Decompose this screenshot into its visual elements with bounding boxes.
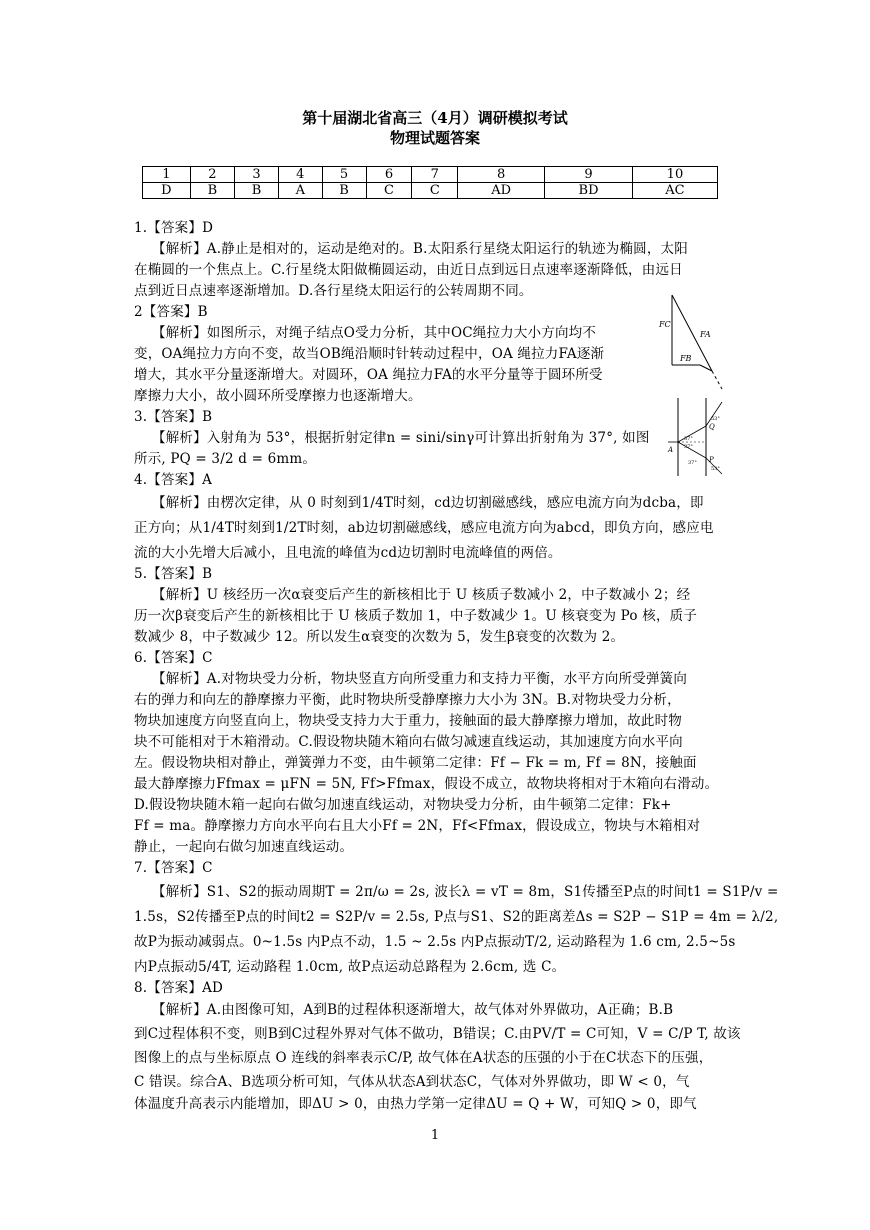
answer-value: A xyxy=(279,183,322,199)
q6-explanation: 静止，一起向右做匀加速直线运动。 xyxy=(134,839,354,855)
q6-explanation: 最大静摩擦力Ffmax = μFN = 5N, Ff>Ffmax，假设不成立，故物块将相对于木箱向右滑动。 xyxy=(134,776,719,792)
q6-explanation: 左。假设物块相对静止，弹簧弹力不变，由牛顿第二定律：Ff − Fk = m, Ff = 8N，接触面 xyxy=(134,755,697,771)
answer-number: 5 xyxy=(322,167,366,183)
q1-explanation: 点到近日点速率逐渐增加。D.各行星绕太阳运行的公转周期不同。 xyxy=(134,283,533,299)
point-q-label: Q xyxy=(709,423,715,431)
q6-explanation: 物块加速度方向竖直向上，物块受支持力大于重力，接触面的最大静摩擦力增加，故此时物 xyxy=(134,713,682,729)
fc-label: FC xyxy=(659,320,671,329)
answer-value: B xyxy=(322,183,366,199)
answer-number: 4 xyxy=(279,167,322,183)
q2-explanation: 【解析】如图所示，对绳子结点O受力分析，其中OC绳拉力大小方向均不 xyxy=(152,325,597,341)
q4-explanation: 流的大小先增大后减小，且电流的峰值为cd边切割时电流峰值的两倍。 xyxy=(134,545,562,561)
page-number: 1 xyxy=(430,1128,440,1143)
answer-number: 10 xyxy=(632,167,717,183)
angle-label: 37° xyxy=(684,436,693,442)
answer-value: AD xyxy=(458,183,545,199)
q5-explanation: 数减少 8，中子数减少 12。所以发生α衰变的次数为 5，发生β衰变的次数为 2。 xyxy=(134,629,625,645)
answer-number: 8 xyxy=(458,167,545,183)
answer-number: 6 xyxy=(366,167,412,183)
point-p-label: P xyxy=(709,456,714,464)
refraction-diagram xyxy=(660,398,740,478)
answer-number: 9 xyxy=(545,167,633,183)
answer-value: C xyxy=(412,183,458,199)
q8-explanation: 图像上的点与坐标原点 O 连线的斜率表示C/P, 故气体在A状态的压强的小于在C状态下的压强， xyxy=(134,1050,713,1066)
q2-explanation: 变，OA绳拉力方向不变，故当OB绳沿顺时针转动过程中，OA 绳拉力FA逐渐 xyxy=(134,346,605,362)
answer-table-answer-row xyxy=(143,183,718,199)
answer-number: 1 xyxy=(143,167,191,183)
q7-answer: 7.【答案】C xyxy=(134,860,213,876)
q8-explanation: C 错误。综合A、B选项分析可知，气体从状态A到状态C，气体对外界做功，即 W < 0，气 xyxy=(134,1074,690,1090)
angle-label: 53° xyxy=(711,466,720,472)
q5-explanation: 【解析】U 核经历一次α衰变后产生的新核相比于 U 核质子数减小 2，中子数减小 2；经 xyxy=(152,587,691,603)
q7-explanation: 内P点振动5/4T, 运动路程 1.0cm, 故P点运动总路程为 2.6cm, 选 C。 xyxy=(134,959,566,975)
q1-explanation: 【解析】A.静止是相对的，运动是绝对的。B.太阳系行星绕太阳运行的轨迹为椭圆，太阳 xyxy=(152,241,688,257)
q3-explanation: 【解析】入射角为 53°，根据折射定律n = sini/sinγ可计算出折射角为 37°, 如图 xyxy=(152,430,650,446)
q4-explanation: 正方向；从1/4T时刻到1/2T时刻，ab边切割磁感线，感应电流方向为abcd，即负方向，感应电 xyxy=(134,520,714,536)
q2-answer: 2【答案】B xyxy=(134,304,208,320)
answer-value: B xyxy=(234,183,278,199)
q4-answer: 4.【答案】A xyxy=(134,472,213,488)
force-triangle-diagram xyxy=(650,285,730,395)
answer-number: 3 xyxy=(234,167,278,183)
fb-label: FB xyxy=(680,354,692,363)
answer-value: AC xyxy=(632,183,717,199)
q8-explanation: 【解析】A.由图像可知，A到B的过程体积逐渐增大，故气体对外界做功，A正确；B.B xyxy=(152,1002,674,1018)
q6-explanation: 【解析】A.对物块受力分析，物块竖直方向所受重力和支持力平衡，水平方向所受弹簧向 xyxy=(152,671,688,687)
q6-explanation: 右的弹力和向左的静摩擦力平衡，此时物块所受静摩擦力大小为 3N。B.对物块受力分析， xyxy=(134,692,681,708)
answer-value: BD xyxy=(545,183,633,199)
q2-explanation: 增大，其水平分量逐渐增大。对圆环，OA 绳拉力FA的水平分量等于圆环所受 xyxy=(134,367,603,383)
q8-explanation: 体温度升高表示内能增加，即ΔU > 0，由热力学第一定律ΔU = Q + W，可知Q > 0，即气 xyxy=(134,1096,697,1112)
q8-answer: 8.【答案】AD xyxy=(134,980,224,996)
q5-explanation: 历一次β衰变后产生的新核相比于 U 核质子数加 1，中子数减少 1。U 核衰变为 Po 核，质子 xyxy=(134,608,698,624)
point-a-label: A xyxy=(668,446,674,454)
q5-answer: 5.【答案】B xyxy=(134,566,213,582)
angle-label: 37° xyxy=(684,444,693,450)
answer-number: 2 xyxy=(190,167,234,183)
q1-answer: 1.【答案】D xyxy=(134,220,214,236)
answer-table xyxy=(142,166,718,199)
page-subtitle: 物理试题答案 xyxy=(389,129,480,147)
answer-table-number-row xyxy=(143,167,718,183)
q3-answer: 3.【答案】B xyxy=(134,409,213,425)
q6-answer: 6.【答案】C xyxy=(134,650,213,666)
angle-label: 37° xyxy=(688,460,697,466)
answer-value: B xyxy=(190,183,234,199)
answer-value: C xyxy=(366,183,412,199)
page-title: 第十届湖北省高三（4月）调研模拟考试 xyxy=(302,109,568,127)
q6-explanation: Ff = ma。静摩擦力方向水平向右且大小Ff = 2N，Ff<Ffmax，假设成立，物块与木箱相对 xyxy=(134,818,701,834)
q4-explanation: 【解析】由楞次定律，从 0 时刻到1/4T时刻，cd边切割磁感线，感应电流方向为dcba，即 xyxy=(152,495,704,511)
q2-explanation: 摩擦力大小，故小圆环所受摩擦力也逐渐增大。 xyxy=(134,388,422,404)
q7-explanation: 1.5s，S2传播至P点的时间t2 = S2P/v = 2.5s, P点与S1、S2的距离差Δs = S2P − S1P = 4m = λ/2, xyxy=(134,909,779,925)
answer-number: 7 xyxy=(412,167,458,183)
q8-explanation: 到C过程体积不变，则B到C过程外界对气体不做功，B错误；C.由PV/T = C可知，V = C/P T, 故该 xyxy=(134,1026,741,1042)
q1-explanation: 在椭圆的一个焦点上。C.行星绕太阳做椭圆运动，由近日点到远日点速率逐渐降低，由远日 xyxy=(134,262,683,278)
answer-value: D xyxy=(143,183,191,199)
q6-explanation: D.假设物块随木箱一起向右做匀加速直线运动，对物块受力分析，由牛顿第二定律：Fk+ xyxy=(134,797,672,813)
q7-explanation: 【解析】S1、S2的振动周期T = 2π/ω = 2s, 波长λ = vT = 8m，S1传播至P点的时间t1 = S1P/v = xyxy=(152,884,779,900)
angle-label: 53° xyxy=(711,416,720,422)
q3-explanation: 所示, PQ = 3/2 d = 6mm。 xyxy=(134,451,317,467)
q7-explanation: 故P为振动减弱点。0~1.5s 内P点不动，1.5 ~ 2.5s 内P点振动T/2, 运动路程为 1.6 cm, 2.5~5s xyxy=(134,934,736,950)
fa-label: FA xyxy=(700,330,711,339)
q6-explanation: 块不可能相对于木箱滑动。C.假设物块随木箱向右做匀减速直线运动，其加速度方向水平向 xyxy=(134,734,683,750)
